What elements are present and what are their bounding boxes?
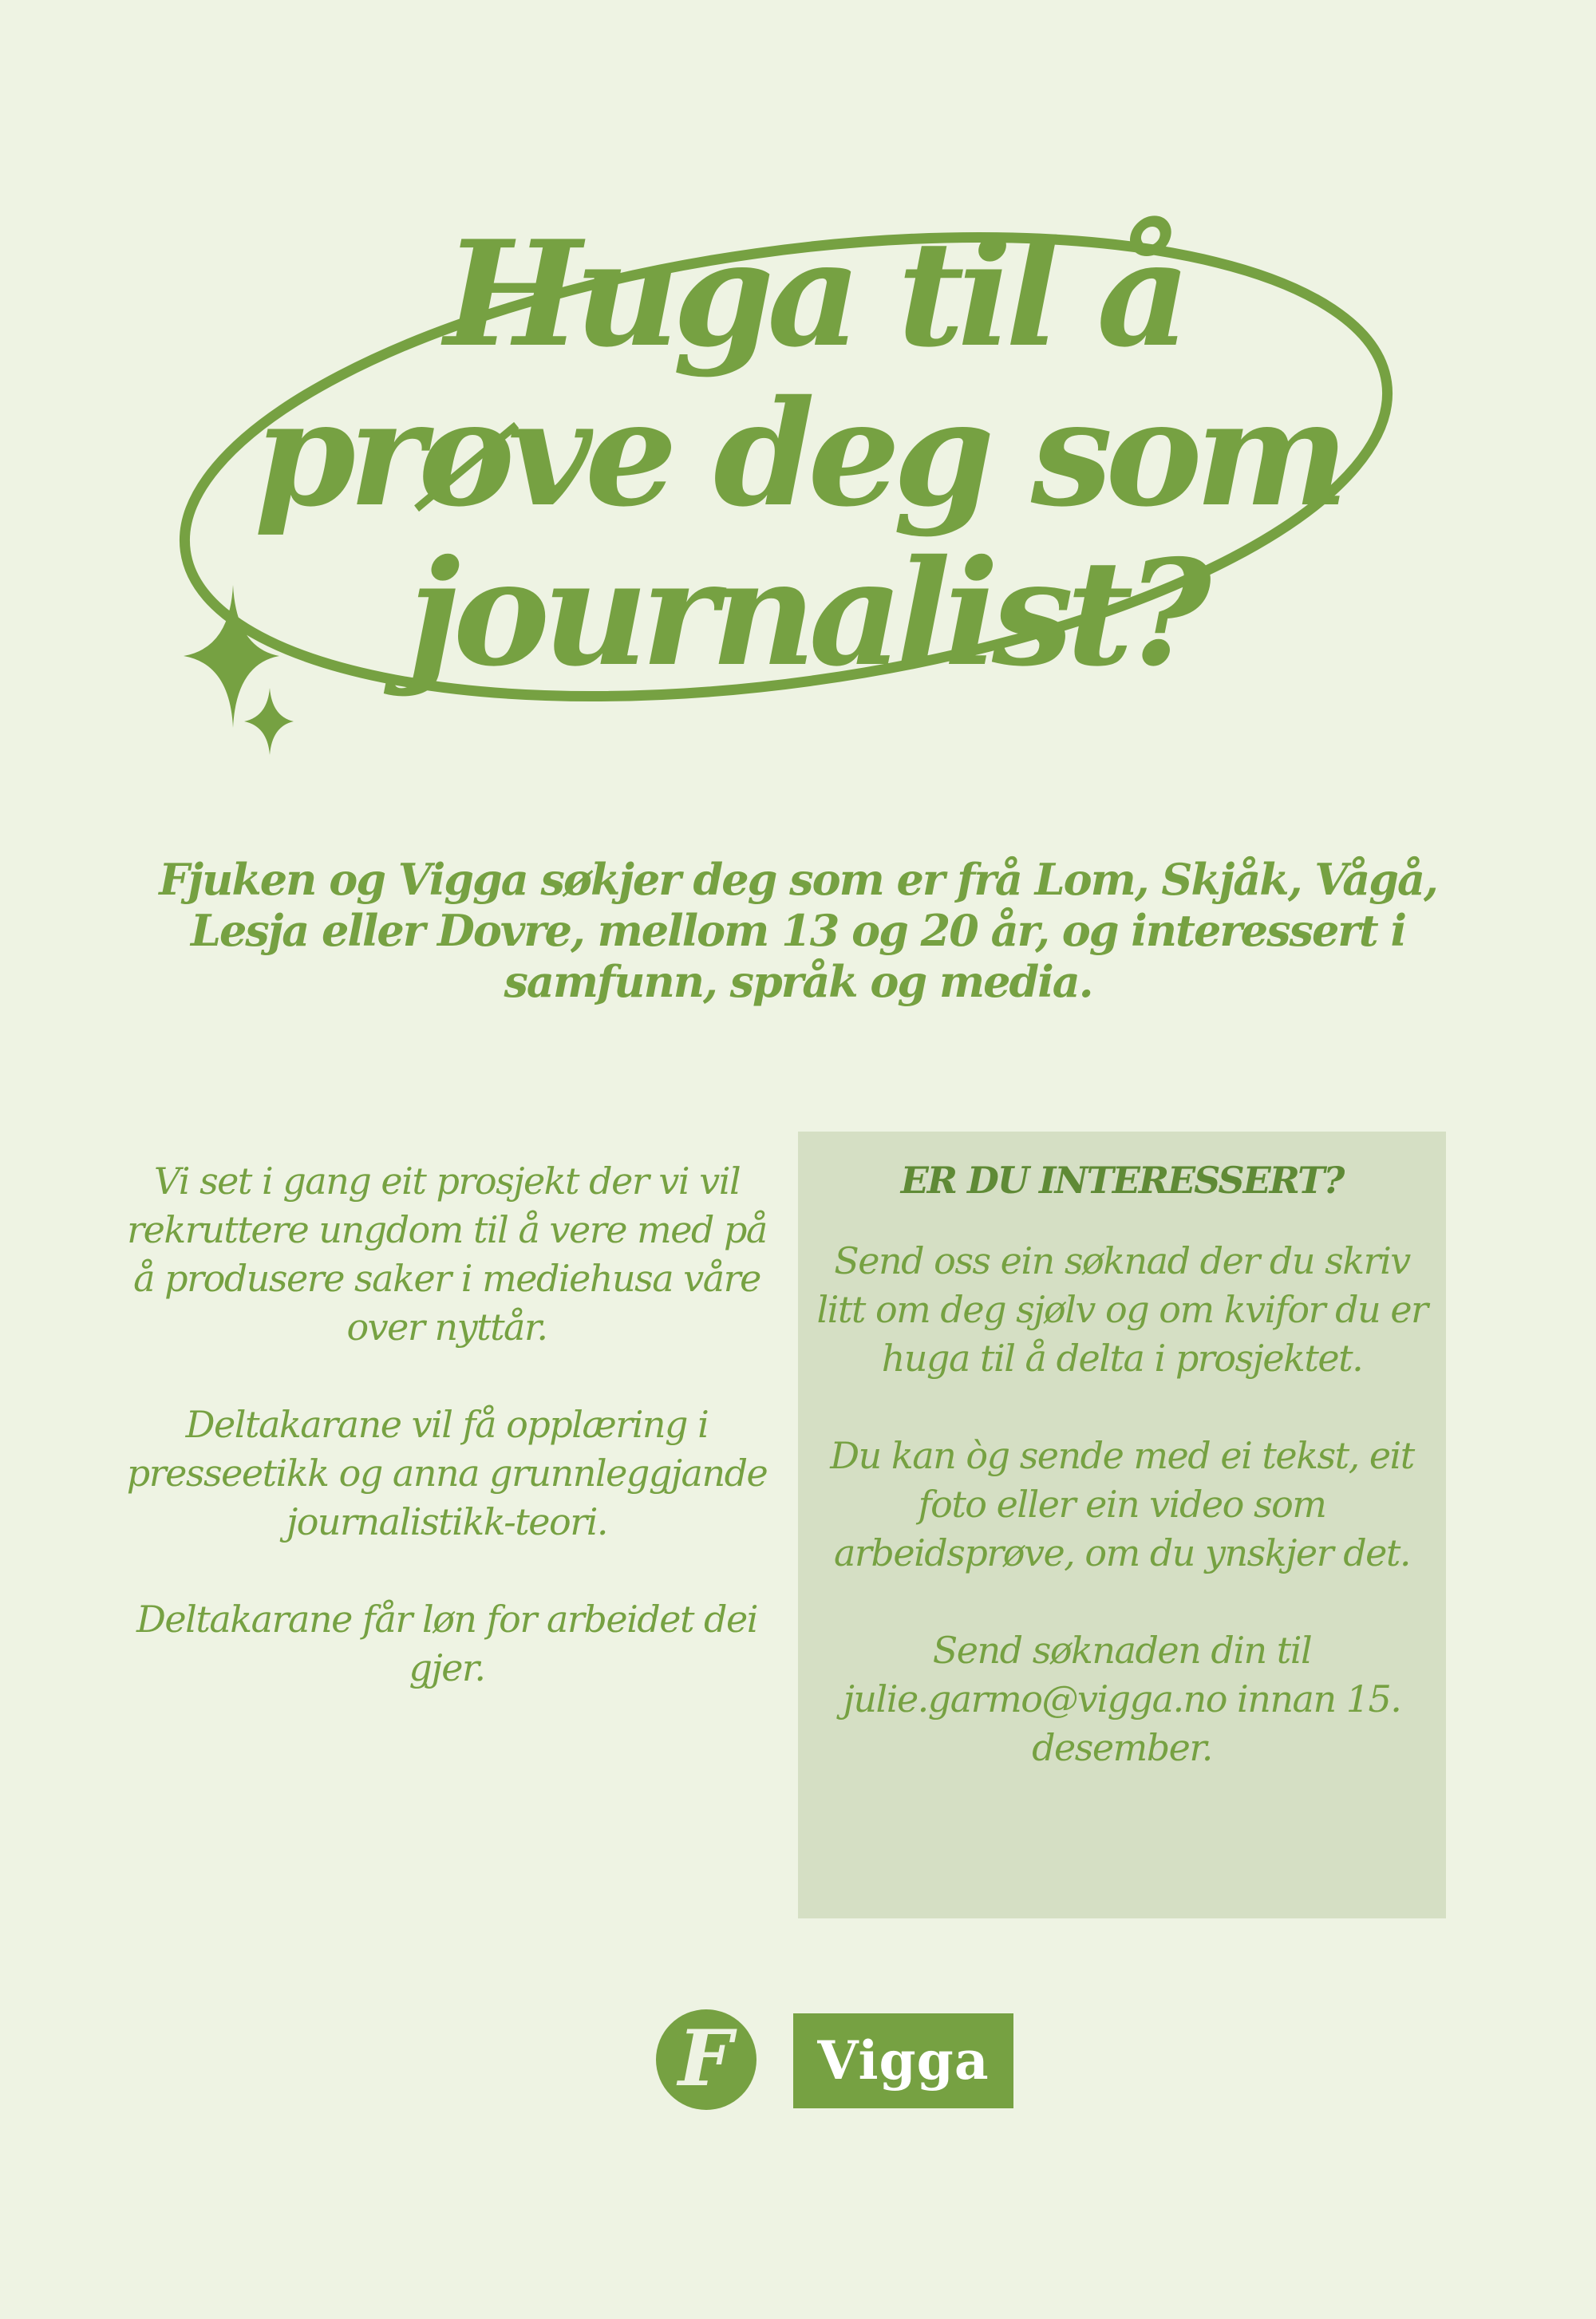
salary-paragraph: Deltakarane får løn for arbeidet dei gjer. (136, 1598, 757, 1689)
project-paragraph: Vi set i gang eit prosjekt der vi vil rekruttere ungdom til å vere med på å produsere saker i mediehusa våre over nyttår. (127, 1160, 767, 1349)
project-description (120, 1157, 774, 1741)
vigga-logo: Vigga (793, 2013, 1013, 2108)
application-info-box (798, 1132, 1446, 1918)
fjuken-logo (654, 2008, 758, 2112)
publisher-logos (654, 2005, 1021, 2116)
fjuken-letter: F (678, 2013, 733, 2104)
headline-line-2: prøve deg som (254, 368, 1342, 539)
work-sample-paragraph: Du kan òg sende med ei tekst, eit foto eller ein video som arbeidsprøve, om du ynskjer det. (830, 1434, 1414, 1574)
training-paragraph: Deltakarane vil få opplæring i presseetikk og anna grunnleggjande journalistikk-teori. (126, 1403, 768, 1543)
sparkle-small-icon (244, 688, 294, 755)
headline-line-3: journalist? (407, 527, 1205, 698)
info-box-heading: ER DU INTERESSERT? (900, 1159, 1344, 1202)
headline (144, 208, 1452, 698)
headline-line-1: Huga til å (444, 208, 1184, 379)
intro-text: Fjuken og Vigga søkjer deg som er frå Lom, Skjåk, Vågå, Lesja eller Dovre, mellom 13 og 20 år, og interessert i samfunn, språk og media. (159, 854, 1437, 1007)
application-paragraph: Send oss ein søknad der du skriv litt om deg sjølv og om kvifor du er huga til å delta i prosjektet. (816, 1239, 1428, 1380)
deadline-paragraph: Send søknaden din til julie.garmo@vigga.no innan 15. desember. (843, 1629, 1401, 1769)
